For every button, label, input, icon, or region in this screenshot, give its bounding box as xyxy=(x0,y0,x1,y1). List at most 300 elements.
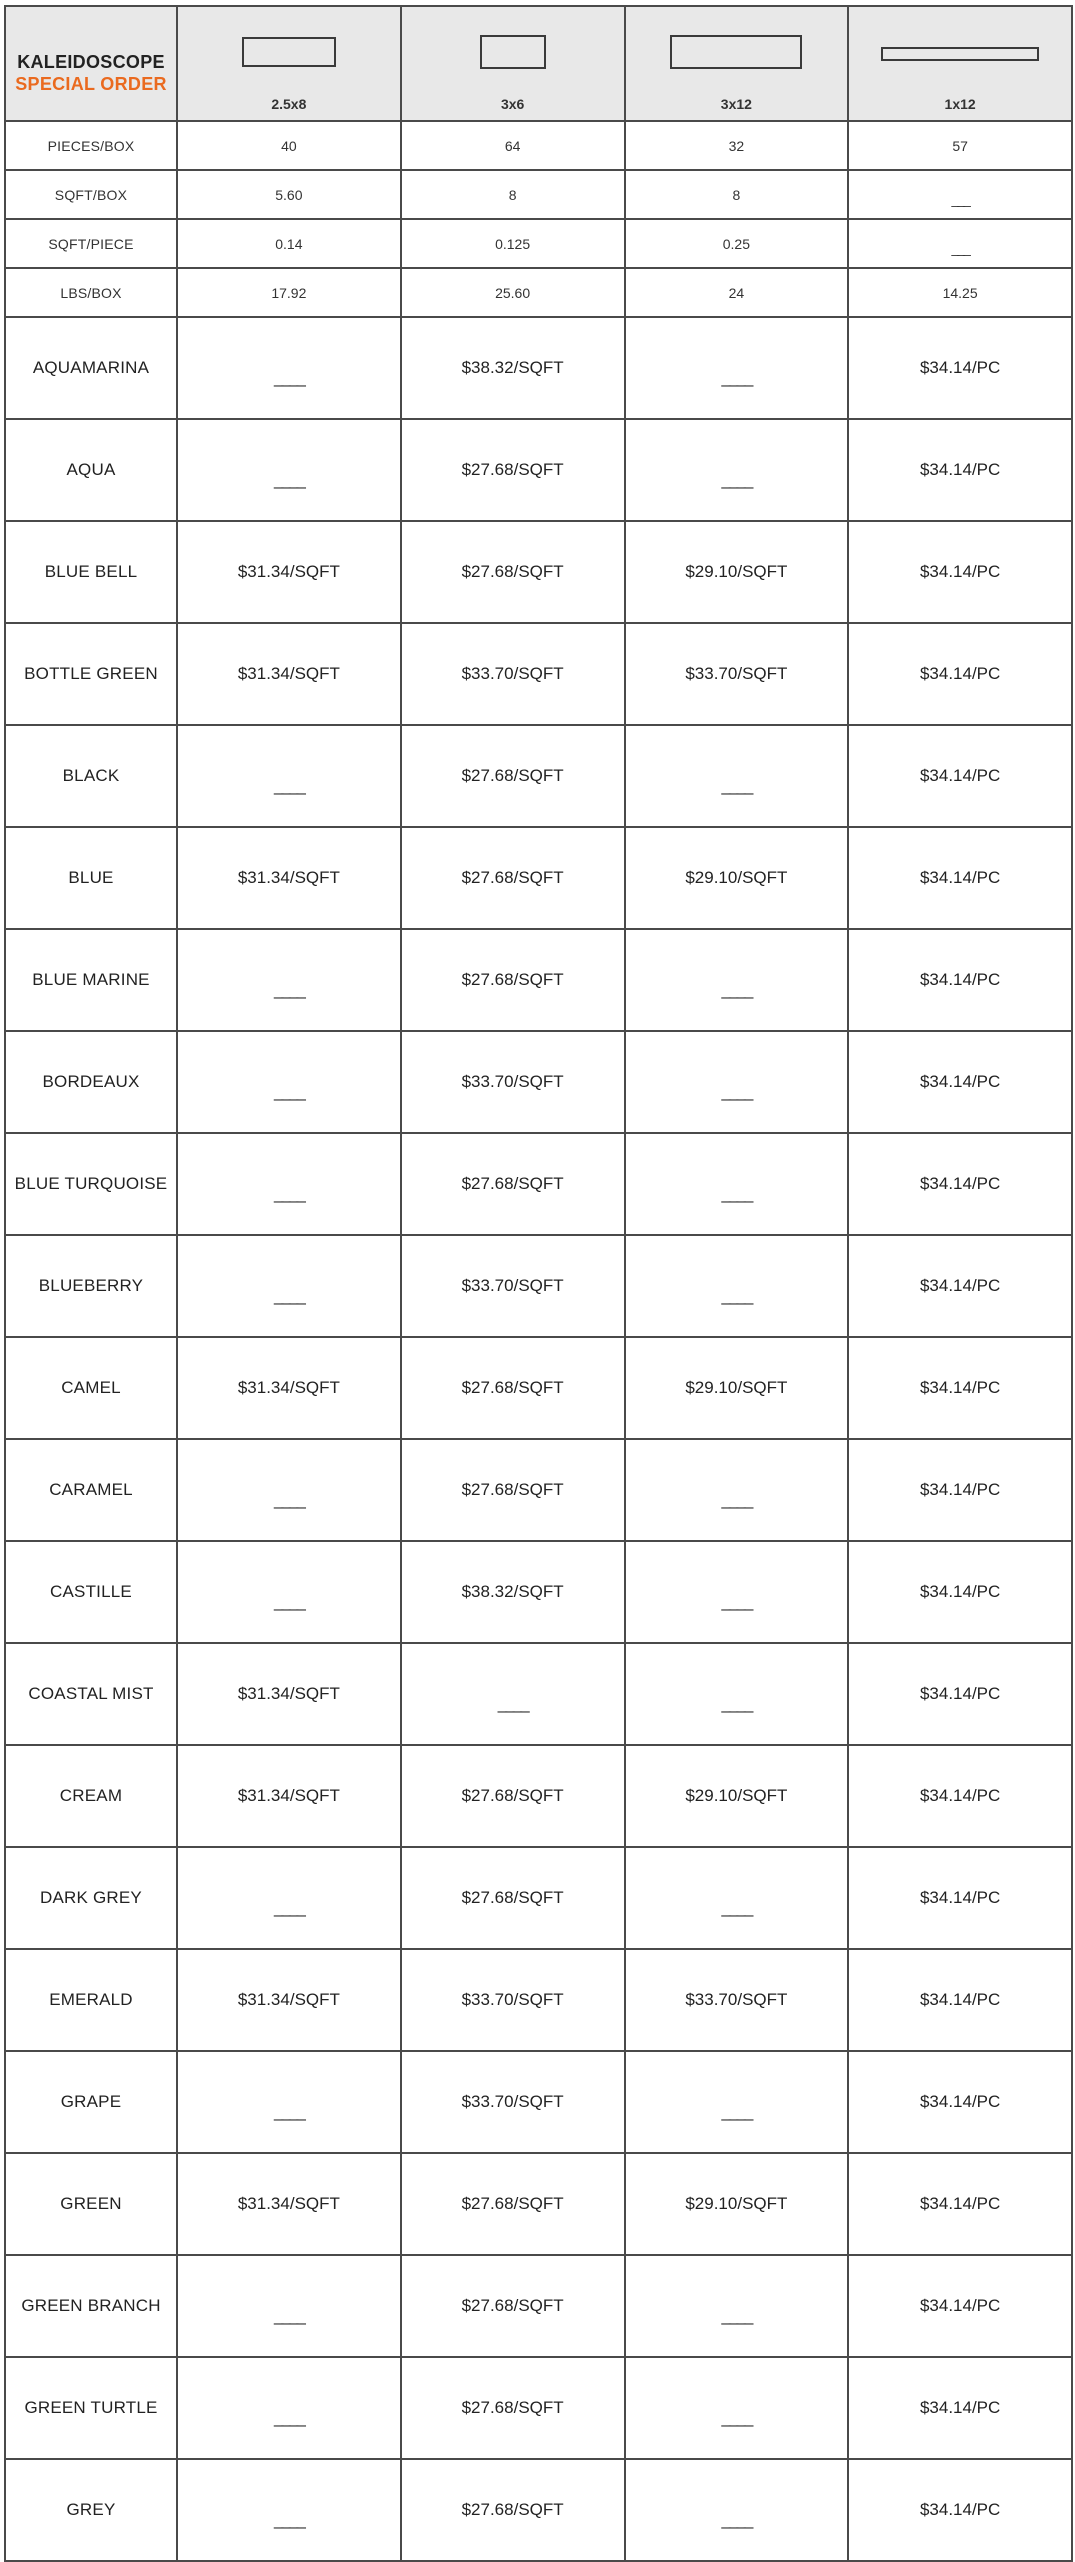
price-cell-text: ____ xyxy=(721,2510,752,2529)
price-cell-text: ____ xyxy=(273,1184,304,1203)
spec-value xyxy=(848,170,1072,219)
price-cell-text: ____ xyxy=(721,776,752,795)
spec-value xyxy=(625,170,849,219)
price-cell xyxy=(848,1439,1072,1541)
spec-value-text: 0.14 xyxy=(275,235,303,252)
price-cell-text: $31.34/SQFT xyxy=(237,868,340,887)
table-row xyxy=(5,2153,1072,2255)
price-cell xyxy=(848,2459,1072,2561)
price-cell-text: $31.34/SQFT xyxy=(237,664,340,683)
spec-value-text: 8 xyxy=(508,186,517,203)
color-name xyxy=(5,929,177,1031)
color-name-text: BORDEAUX xyxy=(42,1072,140,1091)
price-cell-text: $34.14/PC xyxy=(919,2398,1001,2417)
price-cell xyxy=(848,1643,1072,1745)
price-cell xyxy=(625,1031,849,1133)
color-name-text: GREEN BRANCH xyxy=(21,2296,161,2315)
price-cell-text: $27.68/SQFT xyxy=(461,2398,564,2417)
spec-label xyxy=(5,170,177,219)
color-name xyxy=(5,2153,177,2255)
price-cell xyxy=(177,1949,401,2051)
spec-value-text: 5.60 xyxy=(275,186,303,203)
size-label: 3x12 xyxy=(720,96,752,112)
price-cell xyxy=(401,2255,625,2357)
size-header-cell xyxy=(401,6,625,121)
color-name xyxy=(5,2459,177,2561)
table-row xyxy=(5,2459,1072,2561)
price-cell-text: $34.14/PC xyxy=(919,1684,1001,1703)
price-cell xyxy=(401,1847,625,1949)
color-name xyxy=(5,623,177,725)
color-name xyxy=(5,1031,177,1133)
price-cell-text: $34.14/PC xyxy=(919,1786,1001,1805)
color-name xyxy=(5,317,177,419)
table-row xyxy=(5,2051,1072,2153)
price-cell xyxy=(177,2459,401,2561)
spec-value xyxy=(177,170,401,219)
price-cell xyxy=(401,827,625,929)
spec-row xyxy=(5,121,1072,170)
spec-row xyxy=(5,170,1072,219)
price-cell xyxy=(177,2153,401,2255)
spec-value-text: 25.60 xyxy=(495,284,531,301)
price-cell-text: $33.70/SQFT xyxy=(685,1990,788,2009)
price-table xyxy=(4,5,1073,2562)
price-cell xyxy=(401,929,625,1031)
price-cell xyxy=(177,1439,401,1541)
spec-value xyxy=(625,219,849,268)
price-cell xyxy=(848,1847,1072,1949)
size-label: 3x6 xyxy=(500,96,525,112)
spec-value-text: 64 xyxy=(504,137,521,154)
price-cell-text: $27.68/SQFT xyxy=(461,1480,564,1499)
price-cell xyxy=(401,521,625,623)
price-cell xyxy=(625,1133,849,1235)
table-row xyxy=(5,725,1072,827)
spec-value xyxy=(848,219,1072,268)
price-cell-text: $33.70/SQFT xyxy=(461,664,564,683)
price-cell xyxy=(401,2459,625,2561)
price-cell xyxy=(401,419,625,521)
price-cell-text: $27.68/SQFT xyxy=(461,868,564,887)
spec-value xyxy=(401,121,625,170)
price-cell xyxy=(848,2051,1072,2153)
price-cell-text: $33.70/SQFT xyxy=(461,1276,564,1295)
price-cell xyxy=(848,2153,1072,2255)
spec-label-text: SQFT/PIECE xyxy=(48,235,134,252)
color-name-text: BLUE BELL xyxy=(44,562,138,581)
price-cell-text: $27.68/SQFT xyxy=(461,766,564,785)
header-row xyxy=(5,6,1072,121)
color-name xyxy=(5,1643,177,1745)
tile-shape-icon xyxy=(881,47,1039,61)
price-cell xyxy=(177,1643,401,1745)
price-cell-text: ____ xyxy=(273,1082,304,1101)
price-cell-text: $31.34/SQFT xyxy=(237,1378,340,1397)
price-cell xyxy=(848,1337,1072,1439)
price-cell-text: $38.32/SQFT xyxy=(461,1582,564,1601)
price-cell xyxy=(625,2357,849,2459)
price-cell-text: $34.14/PC xyxy=(919,1888,1001,1907)
price-cell-text: $29.10/SQFT xyxy=(685,2194,788,2213)
price-cell-text: $34.14/PC xyxy=(919,1480,1001,1499)
price-cell-text: ____ xyxy=(497,1694,528,1713)
price-cell-text: $34.14/PC xyxy=(919,766,1001,785)
color-name xyxy=(5,1235,177,1337)
price-cell xyxy=(625,521,849,623)
price-cell xyxy=(848,827,1072,929)
price-cell-text: $27.68/SQFT xyxy=(461,562,564,581)
color-name xyxy=(5,1541,177,1643)
price-cell xyxy=(848,1031,1072,1133)
price-cell-text: ____ xyxy=(721,1490,752,1509)
price-cell-text: ____ xyxy=(721,1694,752,1713)
price-cell xyxy=(401,317,625,419)
price-cell xyxy=(848,1235,1072,1337)
spec-value-text: ___ xyxy=(951,239,969,256)
price-cell-text: $27.68/SQFT xyxy=(461,1888,564,1907)
price-cell xyxy=(401,1235,625,1337)
color-name-text: CASTILLE xyxy=(50,1582,132,1601)
table-row xyxy=(5,1745,1072,1847)
color-name xyxy=(5,521,177,623)
price-cell xyxy=(625,1949,849,2051)
table-row xyxy=(5,1643,1072,1745)
price-cell xyxy=(177,1541,401,1643)
price-cell-text: $34.14/PC xyxy=(919,1072,1001,1091)
price-cell-text: ____ xyxy=(721,1082,752,1101)
spec-value-text: 0.25 xyxy=(722,235,750,252)
price-cell-text: $31.34/SQFT xyxy=(237,1786,340,1805)
spec-value-text: 17.92 xyxy=(271,284,307,301)
price-cell-text: ____ xyxy=(273,980,304,999)
color-name-text: CAMEL xyxy=(61,1378,121,1397)
color-name-text: GREY xyxy=(66,2500,116,2519)
spec-value xyxy=(177,268,401,317)
color-name xyxy=(5,725,177,827)
price-cell-text: $31.34/SQFT xyxy=(237,562,340,581)
spec-value-text: 24 xyxy=(728,284,745,301)
price-cell-text: $34.14/PC xyxy=(919,460,1001,479)
color-name-text: BLUE TURQUOISE xyxy=(14,1174,168,1193)
price-cell xyxy=(625,317,849,419)
price-cell xyxy=(177,317,401,419)
spec-value xyxy=(401,268,625,317)
spec-row xyxy=(5,268,1072,317)
color-name xyxy=(5,1745,177,1847)
price-cell-text: $34.14/PC xyxy=(919,1276,1001,1295)
table-row xyxy=(5,1235,1072,1337)
price-cell xyxy=(401,1439,625,1541)
price-cell xyxy=(625,623,849,725)
spec-label-text: PIECES/BOX xyxy=(47,137,135,154)
table-row xyxy=(5,2357,1072,2459)
color-name-text: GRAPE xyxy=(60,2092,122,2111)
price-cell xyxy=(177,1745,401,1847)
brand-name: KALEIDOSCOPE xyxy=(17,51,165,72)
tile-shape-icon xyxy=(242,37,336,67)
color-name xyxy=(5,827,177,929)
price-cell-text: ____ xyxy=(273,2306,304,2325)
price-cell xyxy=(401,2357,625,2459)
spec-label xyxy=(5,219,177,268)
price-cell xyxy=(177,2255,401,2357)
color-name xyxy=(5,1133,177,1235)
price-cell-text: ____ xyxy=(721,2306,752,2325)
price-cell xyxy=(848,1541,1072,1643)
price-cell xyxy=(177,2051,401,2153)
price-cell-text: $34.14/PC xyxy=(919,868,1001,887)
price-cell xyxy=(848,521,1072,623)
price-cell-text: $34.14/PC xyxy=(919,2500,1001,2519)
size-label: 2.5x8 xyxy=(271,96,307,112)
tile-shape-icon xyxy=(670,35,802,69)
price-cell xyxy=(177,1847,401,1949)
price-cell xyxy=(177,419,401,521)
price-cell-text: $34.14/PC xyxy=(919,562,1001,581)
price-cell xyxy=(848,1745,1072,1847)
price-cell-text: ____ xyxy=(273,470,304,489)
price-cell-text: ____ xyxy=(721,980,752,999)
price-cell xyxy=(177,827,401,929)
price-cell-text: $34.14/PC xyxy=(919,2092,1001,2111)
price-cell xyxy=(625,2051,849,2153)
brand-cell xyxy=(5,6,177,121)
price-cell-text: $33.70/SQFT xyxy=(461,2092,564,2111)
price-cell xyxy=(177,725,401,827)
price-cell-text: $31.34/SQFT xyxy=(237,1990,340,2009)
color-name xyxy=(5,2051,177,2153)
spec-row xyxy=(5,219,1072,268)
spec-value-text: 8 xyxy=(732,186,741,203)
price-cell xyxy=(625,1439,849,1541)
price-cell xyxy=(401,1133,625,1235)
price-cell xyxy=(625,1745,849,1847)
price-cell-text: ____ xyxy=(273,776,304,795)
price-cell xyxy=(848,1133,1072,1235)
price-cell xyxy=(401,1541,625,1643)
price-cell-text: $34.14/PC xyxy=(919,664,1001,683)
spec-label-text: LBS/BOX xyxy=(60,284,122,301)
price-cell xyxy=(401,2051,625,2153)
spec-value xyxy=(401,170,625,219)
price-cell xyxy=(401,725,625,827)
tile-shape-icon xyxy=(480,35,546,69)
color-name-text: AQUAMARINA xyxy=(32,358,150,377)
size-header-cell xyxy=(177,6,401,121)
price-cell-text: ____ xyxy=(273,368,304,387)
price-cell-text: $34.14/PC xyxy=(919,1378,1001,1397)
price-cell-text: $34.14/PC xyxy=(919,1990,1001,2009)
color-name-text: BLUE xyxy=(68,868,114,887)
price-cell-text: ____ xyxy=(273,2510,304,2529)
spec-value xyxy=(848,268,1072,317)
color-name-text: BLUEBERRY xyxy=(38,1276,144,1295)
price-cell-text: ____ xyxy=(721,1592,752,1611)
table-row xyxy=(5,317,1072,419)
price-cell xyxy=(177,929,401,1031)
color-name-text: GREEN xyxy=(60,2194,122,2213)
table-row xyxy=(5,623,1072,725)
price-cell xyxy=(625,2459,849,2561)
price-cell xyxy=(625,1643,849,1745)
color-name xyxy=(5,1847,177,1949)
price-cell xyxy=(177,623,401,725)
table-row xyxy=(5,1541,1072,1643)
size-header-cell xyxy=(625,6,849,121)
table-row xyxy=(5,827,1072,929)
price-cell xyxy=(177,1133,401,1235)
table-row xyxy=(5,1949,1072,2051)
price-cell xyxy=(401,1643,625,1745)
price-cell xyxy=(625,1235,849,1337)
price-cell-text: $31.34/SQFT xyxy=(237,1684,340,1703)
price-cell-text: $33.70/SQFT xyxy=(461,1072,564,1091)
color-name-text: EMERALD xyxy=(49,1990,133,2009)
price-cell-text: $27.68/SQFT xyxy=(461,2296,564,2315)
price-cell-text: $27.68/SQFT xyxy=(461,460,564,479)
price-cell-text: $34.14/PC xyxy=(919,358,1001,377)
price-cell xyxy=(625,725,849,827)
price-cell xyxy=(848,929,1072,1031)
spec-value xyxy=(625,268,849,317)
price-cell-text: ____ xyxy=(273,1490,304,1509)
price-cell xyxy=(401,1031,625,1133)
price-cell xyxy=(848,419,1072,521)
price-cell xyxy=(401,1949,625,2051)
brand-subtitle: SPECIAL ORDER xyxy=(15,73,167,94)
spec-value xyxy=(177,121,401,170)
price-cell-text: $27.68/SQFT xyxy=(461,1378,564,1397)
price-cell-text: ____ xyxy=(273,1592,304,1611)
spec-value xyxy=(848,121,1072,170)
price-cell-text: $33.70/SQFT xyxy=(685,664,788,683)
price-cell xyxy=(177,1235,401,1337)
price-cell-text: $33.70/SQFT xyxy=(461,1990,564,2009)
price-cell-text: $27.68/SQFT xyxy=(461,970,564,989)
price-cell-text: $29.10/SQFT xyxy=(685,1786,788,1805)
price-cell-text: $27.68/SQFT xyxy=(461,1786,564,1805)
price-cell xyxy=(401,2153,625,2255)
spec-value-text: 14.25 xyxy=(942,284,978,301)
price-cell-text: $38.32/SQFT xyxy=(461,358,564,377)
spec-value xyxy=(401,219,625,268)
price-cell xyxy=(401,1337,625,1439)
color-name-text: BLACK xyxy=(62,766,120,785)
color-name xyxy=(5,1337,177,1439)
table-row xyxy=(5,1439,1072,1541)
price-cell xyxy=(848,317,1072,419)
spec-value xyxy=(625,121,849,170)
table-row xyxy=(5,419,1072,521)
price-cell-text: ____ xyxy=(721,2408,752,2427)
color-name xyxy=(5,2255,177,2357)
spec-value-text: ___ xyxy=(951,190,969,207)
spec-value xyxy=(177,219,401,268)
price-cell-text: $34.14/PC xyxy=(919,1174,1001,1193)
price-cell xyxy=(625,419,849,521)
price-cell xyxy=(625,1337,849,1439)
color-name-text: AQUA xyxy=(66,460,116,479)
spec-value-text: 57 xyxy=(952,137,968,154)
color-name xyxy=(5,1439,177,1541)
table-row xyxy=(5,929,1072,1031)
color-name xyxy=(5,1949,177,2051)
price-cell xyxy=(848,2255,1072,2357)
price-cell xyxy=(848,623,1072,725)
price-cell-text: $31.34/SQFT xyxy=(237,2194,340,2213)
price-cell xyxy=(625,2255,849,2357)
size-label: 1x12 xyxy=(944,96,976,112)
price-table-body xyxy=(5,6,1072,2561)
table-row xyxy=(5,521,1072,623)
color-name-text: DARK GREY xyxy=(40,1888,142,1907)
price-cell xyxy=(848,1949,1072,2051)
price-cell xyxy=(625,1847,849,1949)
color-name-text: BLUE MARINE xyxy=(32,970,150,989)
price-cell xyxy=(625,1541,849,1643)
price-cell xyxy=(177,1031,401,1133)
price-cell xyxy=(177,2357,401,2459)
price-cell-text: ____ xyxy=(721,1286,752,1305)
size-header-cell xyxy=(848,6,1072,121)
price-cell-text: $34.14/PC xyxy=(919,1582,1001,1601)
price-cell xyxy=(401,623,625,725)
spec-value-text: 0.125 xyxy=(495,235,531,252)
spec-value-text: 40 xyxy=(281,137,297,154)
price-cell-text: $34.14/PC xyxy=(919,970,1001,989)
price-cell-text: $34.14/PC xyxy=(919,2194,1001,2213)
price-cell xyxy=(848,725,1072,827)
price-cell xyxy=(848,2357,1072,2459)
price-cell-text: ____ xyxy=(721,368,752,387)
price-cell xyxy=(625,929,849,1031)
price-cell-text: ____ xyxy=(273,2102,304,2121)
price-cell xyxy=(625,827,849,929)
price-cell-text: ____ xyxy=(273,1286,304,1305)
color-name-text: CREAM xyxy=(59,1786,123,1805)
price-cell-text: $29.10/SQFT xyxy=(685,562,788,581)
price-cell-text: ____ xyxy=(721,1898,752,1917)
price-cell-text: $29.10/SQFT xyxy=(685,868,788,887)
price-cell-text: $27.68/SQFT xyxy=(461,2500,564,2519)
price-cell-text: ____ xyxy=(273,1898,304,1917)
price-cell-text: $27.68/SQFT xyxy=(461,1174,564,1193)
price-cell xyxy=(177,521,401,623)
price-cell-text: $34.14/PC xyxy=(919,2296,1001,2315)
spec-label-text: SQFT/BOX xyxy=(54,186,128,203)
price-cell xyxy=(401,1745,625,1847)
brand-block xyxy=(6,33,176,95)
table-row xyxy=(5,1031,1072,1133)
color-name xyxy=(5,2357,177,2459)
spec-value-text: 32 xyxy=(728,137,745,154)
color-name-text: GREEN TURTLE xyxy=(24,2398,158,2417)
table-row xyxy=(5,1847,1072,1949)
price-cell-text: $29.10/SQFT xyxy=(685,1378,788,1397)
price-cell-text: ____ xyxy=(273,2408,304,2427)
table-row xyxy=(5,1337,1072,1439)
price-cell-text: ____ xyxy=(721,2102,752,2121)
spec-label xyxy=(5,121,177,170)
color-name-text: COASTAL MIST xyxy=(28,1684,154,1703)
color-name xyxy=(5,419,177,521)
price-cell xyxy=(177,1337,401,1439)
table-row xyxy=(5,2255,1072,2357)
color-name-text: BOTTLE GREEN xyxy=(24,664,158,683)
price-cell-text: ____ xyxy=(721,1184,752,1203)
table-row xyxy=(5,1133,1072,1235)
